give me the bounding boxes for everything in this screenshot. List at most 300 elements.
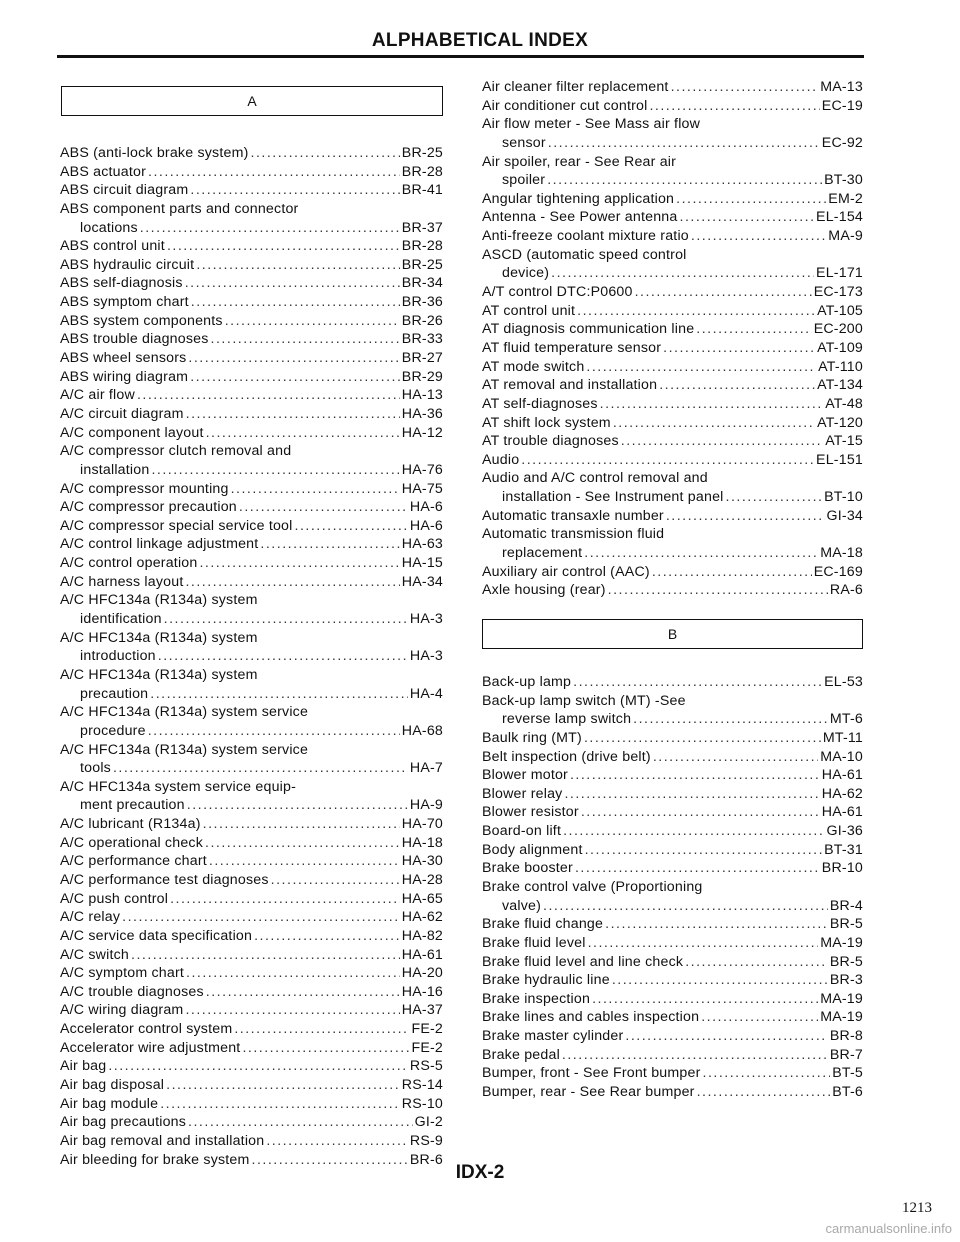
entry-page-ref: HA-28 [401, 871, 443, 888]
dot-leader [685, 953, 828, 972]
entry-label: A/C service data specification [60, 927, 253, 944]
index-entry [482, 785, 863, 804]
index-entry [60, 535, 443, 554]
dot-leader [199, 554, 399, 573]
section-header-a: A [61, 86, 443, 116]
entry-page-ref: BR-25 [401, 256, 443, 273]
entry-page-ref: HA-4 [409, 685, 443, 702]
dot-leader [185, 274, 400, 293]
entry-label: A/C circuit diagram [60, 405, 184, 422]
entry-label: A/C operational check [60, 834, 203, 851]
index-entry [60, 647, 443, 666]
entry-label: A/C performance test diagnoses [60, 871, 269, 888]
entry-label: ABS system components [60, 312, 223, 329]
dot-leader [254, 927, 400, 946]
dot-leader [584, 544, 818, 563]
index-entry [482, 469, 863, 488]
entry-page-ref: BR-7 [829, 1046, 863, 1063]
entry-label: A/C relay [60, 909, 121, 926]
entry-label: Anti-freeze coolant mixture ratio [482, 228, 689, 245]
print-page-number: 1213 [902, 1200, 932, 1216]
index-column-left [60, 86, 443, 1169]
index-entry [60, 834, 443, 853]
entry-page-ref: MT-11 [822, 729, 863, 746]
dot-leader [652, 563, 812, 582]
index-entry [482, 859, 863, 878]
index-entry [482, 432, 863, 451]
index-entry [482, 115, 863, 134]
entry-page-ref: HA-62 [401, 909, 443, 926]
entry-page-ref: MA-13 [820, 79, 863, 95]
dot-leader [242, 1039, 409, 1058]
index-entry [60, 1076, 443, 1095]
dot-leader [170, 890, 400, 909]
index-entry [482, 171, 863, 190]
index-entry [60, 946, 443, 965]
index-entry [482, 376, 863, 395]
entry-label: ABS trouble diagnoses [60, 331, 209, 348]
dot-leader [209, 852, 400, 871]
index-entry [482, 990, 863, 1009]
index-entry [60, 554, 443, 573]
index-entry [482, 953, 863, 972]
dot-leader [150, 685, 408, 704]
dot-leader [621, 432, 823, 451]
dot-leader [295, 517, 408, 536]
entry-label: A/C HFC134a (R134a) system [60, 629, 258, 646]
entry-label: Air cleaner filter replacement [482, 79, 669, 95]
index-entry [60, 349, 443, 368]
entry-label: A/C compressor clutch removal and [60, 443, 292, 460]
entry-label: ABS self-diagnosis [60, 275, 183, 292]
index-entry [482, 451, 863, 470]
index-entry [60, 852, 443, 871]
entry-label: reverse lamp switch [502, 711, 632, 728]
watermark: carmanualsonline.info [825, 1221, 952, 1236]
entry-page-ref: BR-28 [401, 163, 443, 180]
entry-label: Brake inspection [482, 990, 591, 1007]
entry-page-ref: BR-33 [401, 331, 443, 348]
index-entry [482, 1064, 863, 1083]
entry-label: precaution [80, 685, 149, 702]
entry-page-ref: HA-75 [401, 480, 443, 497]
index-entry [60, 796, 443, 815]
dot-leader [185, 573, 399, 592]
entry-page-ref: EC-169 [813, 563, 863, 580]
index-entry [60, 163, 443, 182]
entry-label: Air conditioner cut control [482, 97, 648, 114]
entry-label: A/C wiring diagram [60, 1002, 184, 1019]
index-entry [60, 666, 443, 685]
dot-leader [260, 535, 399, 554]
dot-leader [573, 673, 822, 692]
dot-leader [140, 219, 400, 238]
entry-page-ref: BR-25 [401, 145, 443, 161]
dot-leader [166, 1076, 400, 1095]
entry-label: Blower relay [482, 785, 563, 802]
entry-page-ref: RS-9 [409, 1132, 443, 1149]
dot-leader [160, 1095, 400, 1114]
entry-page-ref: BR-4 [829, 897, 863, 914]
dot-leader [600, 395, 824, 414]
dot-leader [577, 302, 815, 321]
entry-page-ref: FE-2 [411, 1039, 443, 1056]
entry-page-ref: MA-19 [820, 1009, 863, 1026]
index-entry-list [482, 78, 863, 600]
dot-leader [251, 144, 400, 163]
entry-label: Brake pedal [482, 1046, 560, 1063]
index-entry [60, 964, 443, 983]
entry-page-ref: MA-19 [820, 990, 863, 1007]
entry-page-ref: HA-36 [401, 405, 443, 422]
dot-leader [151, 461, 399, 480]
index-entry [482, 414, 863, 433]
index-entry [482, 246, 863, 265]
index-entry [482, 283, 863, 302]
entry-label: tools [80, 760, 111, 777]
entry-label: A/C air flow [60, 387, 135, 404]
entry-label: AT diagnosis communication line [482, 321, 695, 338]
entry-page-ref: EL-171 [816, 265, 863, 282]
index-entry [482, 934, 863, 953]
index-entry [60, 1095, 443, 1114]
index-entry [60, 629, 443, 648]
entry-label: locations [80, 219, 138, 236]
index-entry [60, 908, 443, 927]
entry-page-ref: AT-15 [825, 433, 863, 450]
dot-leader [185, 1001, 399, 1020]
entry-label: A/C HFC134a (R134a) system [60, 666, 258, 683]
page-title: ALPHABETICAL INDEX [371, 30, 589, 51]
index-entry [482, 1083, 863, 1102]
dot-leader [676, 190, 826, 209]
entry-label: Air bleeding for brake system [60, 1151, 250, 1168]
index-entry [60, 256, 443, 275]
entry-label: A/C HFC134a (R134a) system service [60, 704, 309, 721]
entry-page-ref: BR-34 [401, 275, 443, 292]
entry-page-ref: AT-109 [817, 339, 863, 356]
entry-page-ref: EC-173 [813, 284, 863, 301]
entry-page-ref: AT-120 [817, 414, 863, 431]
index-entry [482, 395, 863, 414]
dot-leader [588, 934, 819, 953]
entry-label: Audio [482, 451, 520, 468]
dot-leader [635, 283, 812, 302]
entry-page-ref: BR-41 [401, 182, 443, 199]
index-entry [482, 563, 863, 582]
dot-leader [131, 946, 400, 965]
entry-label: Back-up lamp switch (MT) -See [482, 692, 686, 709]
dot-leader [108, 1057, 408, 1076]
entry-page-ref: HA-6 [409, 517, 443, 534]
entry-label: AT mode switch [482, 358, 585, 375]
entry-label: Body alignment [482, 841, 583, 858]
entry-label: Air bag precautions [60, 1114, 187, 1131]
index-entry [60, 330, 443, 349]
dot-leader [633, 710, 828, 729]
dot-leader [551, 264, 814, 283]
entry-label: spoiler [502, 172, 546, 189]
entry-label: Air bag [60, 1058, 107, 1075]
entry-label: ABS actuator [60, 163, 146, 180]
entry-page-ref: BT-10 [824, 489, 863, 506]
entry-page-ref: HA-13 [401, 387, 443, 404]
dot-leader [167, 237, 400, 256]
entry-label: A/C performance chart [60, 853, 207, 870]
entry-page-ref: MA-18 [820, 545, 863, 562]
dot-leader [190, 368, 400, 387]
index-entry [60, 1039, 443, 1058]
index-entry [60, 219, 443, 238]
dot-leader [625, 1027, 827, 1046]
entry-label: ABS wiring diagram [60, 368, 189, 385]
dot-leader [612, 971, 828, 990]
entry-page-ref: HA-18 [401, 834, 443, 851]
index-entry [482, 264, 863, 283]
entry-label: Blower motor [482, 767, 568, 784]
entry-page-ref: RS-10 [401, 1095, 443, 1112]
entry-page-ref: EC-19 [821, 97, 863, 114]
dot-leader [164, 610, 408, 629]
index-entry [482, 302, 863, 321]
entry-label: device) [502, 265, 550, 282]
index-entry [482, 710, 863, 729]
entry-label: A/C switch [60, 946, 130, 963]
index-entry [482, 1046, 863, 1065]
dot-leader [521, 451, 814, 470]
index-entry [60, 498, 443, 517]
entry-page-ref: EC-200 [813, 321, 863, 338]
dot-leader [659, 376, 815, 395]
dot-leader [575, 859, 820, 878]
index-entry [60, 741, 443, 760]
index-entry [482, 878, 863, 897]
entry-label: Back-up lamp [482, 673, 572, 690]
entry-label: ABS component parts and connector [60, 200, 299, 217]
index-entry [482, 971, 863, 990]
index-entry [60, 1113, 443, 1132]
dot-leader [703, 1064, 831, 1083]
entry-label: Brake hydraulic line [482, 972, 610, 989]
dot-leader [547, 171, 822, 190]
dot-leader [122, 908, 400, 927]
entry-label: A/C control linkage adjustment [60, 536, 259, 553]
dot-leader [137, 386, 400, 405]
dot-leader [608, 581, 828, 600]
index-entry [60, 144, 443, 163]
dot-leader [234, 1020, 409, 1039]
index-entry [60, 778, 443, 797]
index-entry [482, 766, 863, 785]
dot-leader [663, 339, 815, 358]
entry-page-ref: RA-6 [829, 582, 863, 599]
entry-label: Angular tightening application [482, 190, 675, 207]
entry-label: ment precaution [80, 797, 185, 814]
dot-leader [206, 424, 400, 443]
entry-label: A/C HFC134a (R134a) system service [60, 741, 309, 758]
index-entry [60, 386, 443, 405]
entry-label: identification [80, 611, 162, 628]
entry-label: A/C HFC134a (R134a) system [60, 592, 258, 609]
index-entry [482, 915, 863, 934]
index-entry [482, 488, 863, 507]
entry-label: A/C symptom chart [60, 965, 185, 982]
dot-leader [148, 163, 400, 182]
entry-label: A/C push control [60, 890, 169, 907]
entry-page-ref: HA-76 [401, 461, 443, 478]
dot-leader [211, 330, 400, 349]
index-entry [482, 803, 863, 822]
page-label: IDX-2 [455, 1162, 505, 1183]
index-entry [482, 748, 863, 767]
entry-label: Air bag removal and installation [60, 1132, 265, 1149]
index-entry [60, 759, 443, 778]
entry-label: Brake fluid level [482, 934, 586, 951]
dot-leader [186, 405, 400, 424]
entry-page-ref: RS-14 [401, 1077, 443, 1094]
entry-label: ABS symptom chart [60, 294, 189, 311]
index-entry [482, 822, 863, 841]
index-entry [60, 722, 443, 741]
entry-label: A/C compressor precaution [60, 499, 237, 516]
index-entry [60, 442, 443, 461]
entry-page-ref: BR-27 [401, 350, 443, 367]
entry-label: Antenna - See Power antenna [482, 209, 678, 226]
dot-leader [570, 766, 820, 785]
index-entry [60, 983, 443, 1002]
entry-label: installation [80, 461, 150, 478]
entry-page-ref: BR-36 [401, 294, 443, 311]
entry-page-ref: HA-15 [401, 555, 443, 572]
index-entry [482, 525, 863, 544]
dot-leader [113, 759, 408, 778]
index-entry [482, 581, 863, 600]
index-entry-list [482, 673, 863, 1102]
dot-leader [158, 647, 408, 666]
entry-label: replacement [502, 545, 583, 562]
index-entry [482, 1027, 863, 1046]
entry-label: procedure [80, 722, 146, 739]
index-entry [60, 237, 443, 256]
index-entry [60, 1132, 443, 1151]
index-entry [60, 685, 443, 704]
dot-leader [266, 1132, 408, 1151]
dot-leader [191, 293, 400, 312]
index-entry [482, 339, 863, 358]
entry-page-ref: EL-53 [824, 673, 863, 690]
entry-label: Air flow meter - See Mass air flow [482, 116, 701, 133]
entry-page-ref: AT-105 [817, 302, 863, 319]
index-entry [60, 1001, 443, 1020]
index-entry [482, 692, 863, 711]
entry-label: introduction [80, 648, 156, 665]
index-entry [482, 897, 863, 916]
entry-page-ref: HA-61 [401, 946, 443, 963]
index-entry [482, 78, 863, 97]
entry-label: Air bag disposal [60, 1077, 165, 1094]
entry-label: AT fluid temperature sensor [482, 339, 662, 356]
entry-label: AT shift lock system [482, 414, 611, 431]
dot-leader [592, 990, 818, 1009]
index-entry [60, 293, 443, 312]
entry-label: ABS (anti-lock brake system) [60, 145, 249, 161]
entry-page-ref: BT-6 [832, 1084, 863, 1101]
entry-page-ref: FE-2 [411, 1021, 443, 1038]
entry-label: Accelerator control system [60, 1021, 233, 1038]
index-entry [60, 405, 443, 424]
entry-page-ref: AT-110 [818, 358, 863, 375]
index-entry [482, 227, 863, 246]
entry-label: Brake master cylinder [482, 1028, 624, 1045]
index-entry [60, 890, 443, 909]
index-entry [482, 134, 863, 153]
entry-label: valve) [502, 897, 542, 914]
entry-label: sensor [502, 134, 546, 151]
entry-page-ref: HA-7 [409, 760, 443, 777]
dot-leader [701, 1008, 818, 1027]
dot-leader [697, 1083, 831, 1102]
dot-leader [225, 312, 400, 331]
entry-label: Brake booster [482, 860, 573, 877]
index-entry [482, 673, 863, 692]
entry-page-ref: HA-63 [401, 536, 443, 553]
index-entry [482, 97, 863, 116]
dot-leader [584, 729, 821, 748]
entry-label: Brake lines and cables inspection [482, 1009, 700, 1026]
index-entry [482, 320, 863, 339]
dot-leader [206, 983, 400, 1002]
index-entry [482, 729, 863, 748]
dot-leader [231, 480, 400, 499]
entry-page-ref: HA-6 [409, 499, 443, 516]
entry-page-ref: MA-19 [820, 934, 863, 951]
entry-page-ref: BR-8 [829, 1028, 863, 1045]
index-entry [60, 274, 443, 293]
dot-leader [696, 320, 811, 339]
title-rule [57, 55, 864, 58]
entry-label: ABS hydraulic circuit [60, 256, 195, 273]
dot-leader [205, 834, 400, 853]
entry-label: AT removal and installation [482, 377, 658, 394]
entry-label: Baulk ring (MT) [482, 729, 582, 746]
entry-label: Brake fluid change [482, 916, 604, 933]
entry-page-ref: HA-12 [401, 424, 443, 441]
dot-leader [605, 915, 828, 934]
entry-label: ASCD (automatic speed control [482, 246, 687, 263]
dot-leader [186, 964, 400, 983]
index-entry [60, 424, 443, 443]
dot-leader [653, 748, 818, 767]
entry-page-ref: HA-82 [401, 927, 443, 944]
index-entry [60, 461, 443, 480]
entry-label: Brake fluid level and line check [482, 953, 684, 970]
index-entry-list [60, 144, 443, 1169]
dot-leader [586, 358, 816, 377]
entry-page-ref: BR-3 [829, 972, 863, 989]
entry-page-ref: AT-48 [825, 395, 863, 412]
entry-page-ref: HA-61 [821, 767, 863, 784]
entry-page-ref: MA-9 [828, 228, 863, 245]
entry-page-ref: MA-10 [820, 748, 863, 765]
index-entry [60, 312, 443, 331]
entry-page-ref: HA-62 [821, 785, 863, 802]
index-entry [60, 1057, 443, 1076]
entry-label: Board-on lift [482, 823, 562, 840]
index-entry [60, 1020, 443, 1039]
entry-page-ref: HA-30 [401, 853, 443, 870]
index-column-right [482, 78, 863, 1102]
entry-page-ref: HA-34 [401, 573, 443, 590]
